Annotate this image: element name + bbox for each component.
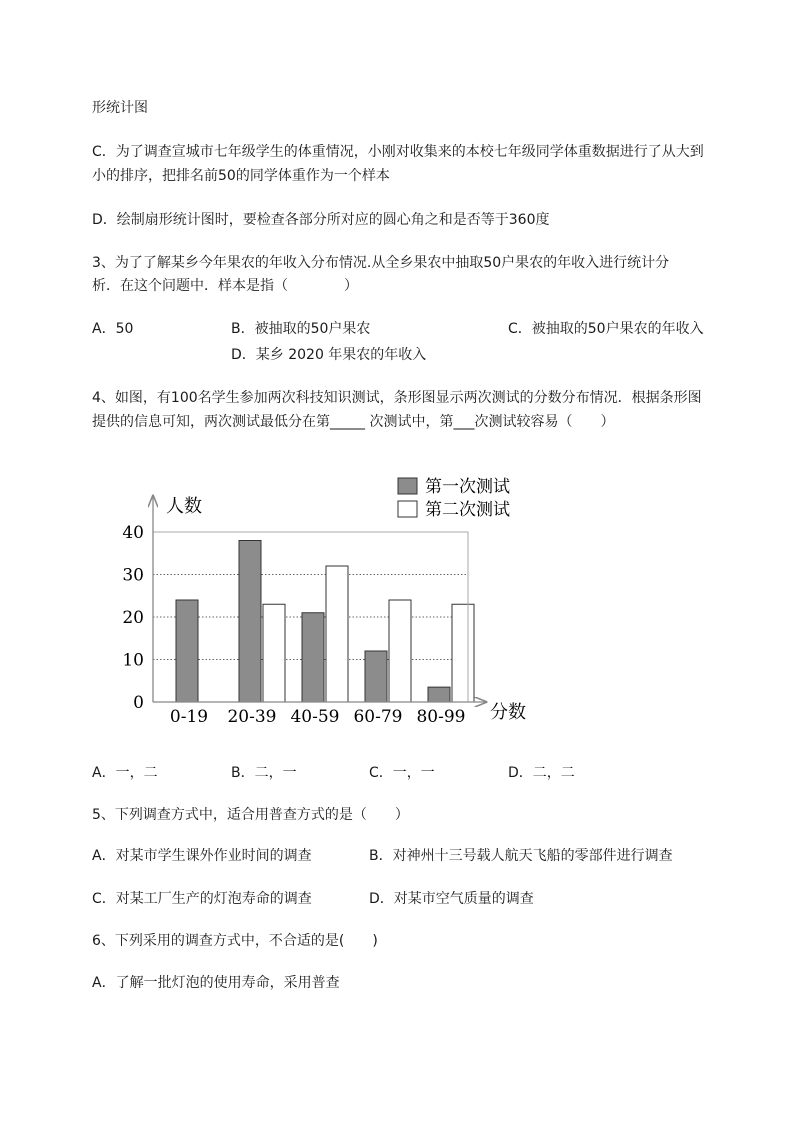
y-tick-label: 30	[122, 565, 144, 586]
x-tick-label: 60-79	[353, 707, 403, 727]
question-3-line1: 3、为了了解某乡今年果农的年收入分布情况.从全乡果农中抽取50户果农的年收入进行统计分	[92, 255, 670, 271]
q5-option-d: D．对某市空气质量的调查	[369, 891, 534, 907]
bar-series-2-40-59	[326, 566, 348, 702]
option-c-line2: 小的排序，把排名前50的同学体重作为一个样本	[92, 168, 390, 184]
legend-label-series-2: 第二次测试	[425, 500, 510, 520]
question-5: 5、下列调查方式中，适合用普查方式的是（ ）	[92, 807, 409, 823]
legend	[398, 477, 510, 520]
legend-swatch-series-2	[398, 501, 417, 517]
bar-series-1-80-99	[428, 687, 450, 702]
q4-option-d: D．二，二	[508, 765, 575, 781]
q5-option-c: C．对某工厂生产的灯泡寿命的调查	[92, 891, 312, 907]
bar-series-2-80-99	[452, 604, 474, 702]
y-tick-label: 0	[133, 693, 144, 713]
legend-swatch-series-1	[398, 478, 417, 494]
question-3-line2: 析．在这个问题中．样本是指（ ）	[92, 278, 358, 294]
q3-option-b: B．被抽取的50户果农	[231, 321, 371, 337]
bar-series-1-60-79	[365, 651, 387, 702]
legend-label-series-1: 第一次测试	[425, 477, 510, 497]
q5-option-b: B．对神州十三号载人航天飞船的零部件进行调查	[369, 848, 673, 864]
bars-layer	[176, 541, 474, 703]
y-tick-label: 20	[122, 608, 144, 628]
line-figure-caption: 形统计图	[92, 100, 148, 116]
bar-series-2-20-39	[263, 604, 285, 702]
y-axis-label: 人数	[166, 496, 202, 517]
question-4-line2: 提供的信息可知，两次测试最低分在第_____ 次测试中，第___次测试较容易（ ）	[92, 414, 615, 430]
bar-series-2-60-79	[389, 600, 411, 702]
x-tick-label: 0-19	[169, 707, 209, 727]
question-6: 6、下列采用的调查方式中，不合适的是( )	[92, 933, 378, 949]
q5-option-a: A．对某市学生课外作业时间的调查	[92, 848, 312, 864]
option-c-line1: C．为了调查宣城市七年级学生的体重情况，小刚对收集来的本校七年级同学体重数据进行了从大到	[92, 144, 704, 160]
option-d: D．绘制扇形统计图时，要检查各部分所对应的圆心角之和是否等于360度	[92, 212, 550, 228]
y-tick-label: 40	[122, 523, 144, 543]
score-bar-chart	[122, 470, 548, 730]
bar-series-1-0-19	[176, 600, 198, 702]
q3-option-c: C．被抽取的50户果农的年收入	[508, 321, 704, 337]
y-tick-labels	[122, 523, 144, 713]
x-axis-label: 分数	[490, 702, 526, 723]
q4-option-c: C．一，一	[369, 765, 435, 781]
y-tick-label: 10	[122, 650, 144, 671]
bar-series-1-20-39	[239, 541, 261, 703]
x-tick-label: 20-39	[227, 707, 277, 727]
q3-option-a: A．50	[92, 321, 134, 337]
q6-option-a: A．了解一批灯泡的使用寿命，采用普查	[92, 975, 340, 991]
bar-series-1-40-59	[302, 613, 324, 702]
question-4-line1: 4、如图，有100名学生参加两次科技知识测试，条形图显示两次测试的分数分布情况．根据条形图	[92, 390, 702, 406]
q3-option-d: D．某乡 2020 年果农的年收入	[231, 347, 427, 363]
q4-option-a: A．一，二	[92, 765, 158, 781]
x-tick-label: 40-59	[290, 707, 340, 727]
x-tick-labels	[170, 707, 466, 727]
q4-option-b: B．二，一	[231, 765, 297, 781]
x-tick-label: 80-99	[416, 707, 466, 727]
